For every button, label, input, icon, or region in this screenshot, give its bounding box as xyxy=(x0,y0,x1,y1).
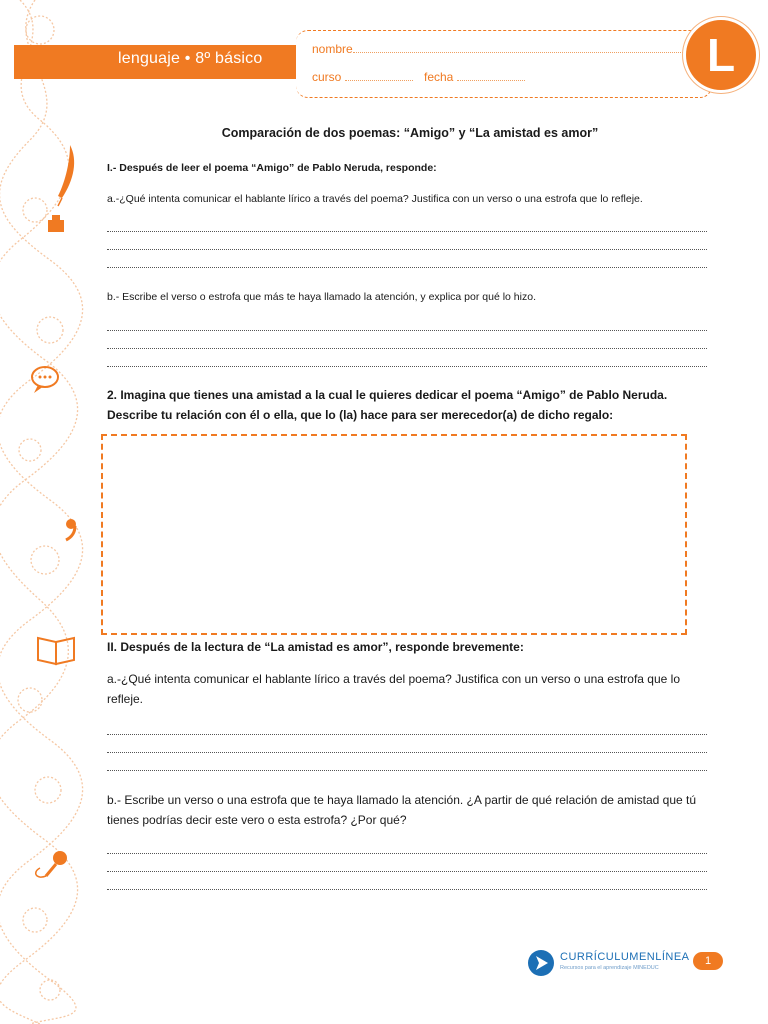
footer-brand: CURRÍCULUMENLÍNEA xyxy=(560,951,690,963)
section1-heading: I.- Después de leer el poema “Amigo” de Pablo Neruda, responde: xyxy=(107,162,437,174)
question-2-answer-box[interactable] xyxy=(101,434,687,635)
answer-line[interactable] xyxy=(107,871,707,872)
page-number: 1 xyxy=(693,952,723,970)
fecha-field[interactable] xyxy=(424,70,525,84)
answer-line[interactable] xyxy=(107,734,707,735)
answer-line[interactable] xyxy=(107,853,707,854)
fecha-label: fecha xyxy=(424,70,454,84)
nombre-field[interactable] xyxy=(312,42,683,56)
answer-line[interactable] xyxy=(107,348,707,349)
subject-label: lenguaje xyxy=(118,50,181,67)
decorative-swirl-border xyxy=(0,0,95,1024)
section1-question-b: b.- Escribe el verso o estrofa que más te haya llamado la atención, y explica por qué lo hizo. xyxy=(107,291,536,303)
answer-line[interactable] xyxy=(107,231,707,232)
footer-tagline: Recursos para el aprendizaje MINEDUC xyxy=(560,965,659,971)
answer-line[interactable] xyxy=(107,366,707,367)
fecha-line[interactable] xyxy=(457,80,525,81)
section2-question-b: b.- Escribe un verso o una estrofa que te haya llamado la atención. ¿A partir de qué relación de amistad que tú tienes podrías decir este vero o esta estrofa? ¿Por qué? xyxy=(107,793,697,827)
question-2: 2. Imagina que tienes una amistad a la cual le quieres dedicar el poema “Amigo” de Pablo Neruda. Describe tu relación con él o ella, que lo (la) hace para ser merecedor(a) de dicho regalo: xyxy=(107,388,668,422)
answer-line[interactable] xyxy=(107,752,707,753)
answer-line[interactable] xyxy=(107,267,707,268)
comma-icon xyxy=(66,519,76,540)
nombre-line[interactable] xyxy=(353,52,683,53)
curso-field[interactable] xyxy=(312,70,413,84)
student-info-box xyxy=(296,30,712,98)
subject-logo: L xyxy=(686,20,756,90)
curso-label: curso xyxy=(312,70,342,84)
section2-question-a: a.-¿Qué intenta comunicar el hablante lírico a través del poema? Justifica con un verso o una estrofa que lo refleje. xyxy=(107,672,680,706)
answer-line[interactable] xyxy=(107,889,707,890)
document-title: Comparación de dos poemas: “Amigo” y “La amistad es amor” xyxy=(221,126,599,140)
answer-line[interactable] xyxy=(107,249,707,250)
section2-heading: II. Después de la lectura de “La amistad es amor”, responde brevemente: xyxy=(107,640,524,654)
quill-icon xyxy=(58,145,74,206)
header-subject-grade xyxy=(118,50,262,68)
section1-question-a: a.-¿Qué intenta comunicar el hablante lírico a través del poema? Justifica con un verso o una estrofa que lo refleje. xyxy=(107,193,643,205)
answer-line[interactable] xyxy=(107,770,707,771)
header-separator: • xyxy=(184,50,191,67)
speech-bubble-icon xyxy=(32,367,58,393)
nombre-label: nombre xyxy=(312,42,353,56)
grade-label: 8º básico xyxy=(195,50,263,67)
curso-line[interactable] xyxy=(345,80,413,81)
inkwell-icon xyxy=(48,215,64,232)
answer-line[interactable] xyxy=(107,330,707,331)
microphone-icon xyxy=(36,851,67,877)
